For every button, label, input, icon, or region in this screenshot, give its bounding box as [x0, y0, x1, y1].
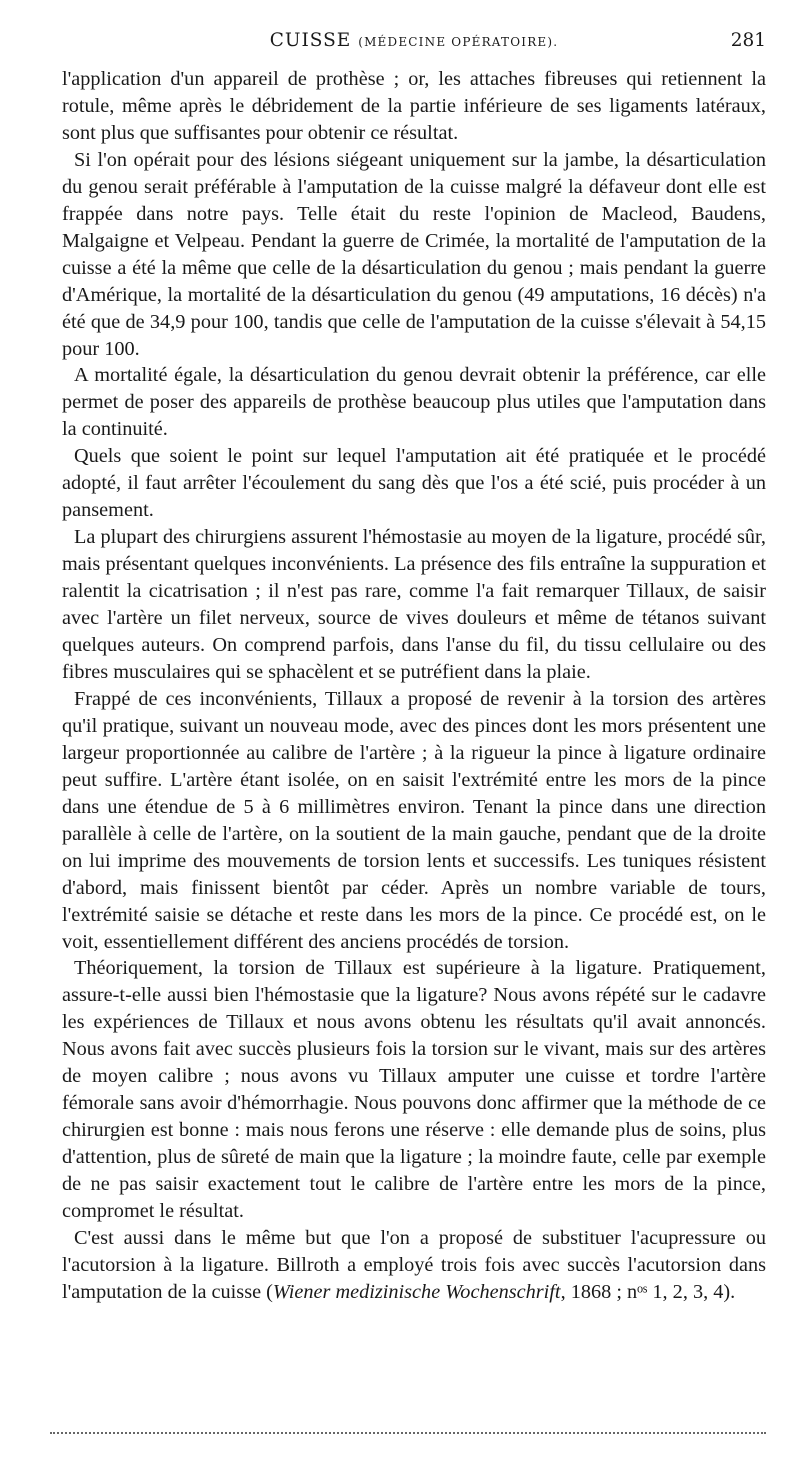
- paragraph-6: Frappé de ces inconvénients, Tillaux a proposé de revenir à la torsion des artères qu'il pratique, suivant un nouveau mode, avec des pinces dont les mors présentent une largeur proportionnée au calibre de l'artère ; à la rigueur la pince à ligature ordinaire peut suffire. L'artère étant isolée, on en saisit l'extrémité entre les mors de la pince dans une étendue de 5 à 6 millimètres environ. Tenant la pince dans une direction parallèle à celle de l'artère, on la soutient de la main gauche, pendant que de la droite on lui imprime des mouvements de torsion lents et successifs. Les tuniques résistent d'abord, mais finissent bientôt par céder. Après un nombre variable de tours, l'extrémité saisie se détache et reste dans les mors de la pince. Ce procédé est, on le voit, essentiellement différent des anciens procédés de torsion.: [62, 687, 766, 953]
- paragraph-4: Quels que soient le point sur lequel l'amputation ait été pratiquée et le procédé adopté, il faut arrêter l'écoulement du sang dès que l'os a été scié, puis procéder à un pansement.: [62, 445, 766, 522]
- running-title-subtitle: (MÉDECINE OPÉRATOIRE).: [358, 35, 559, 49]
- paragraph-7: Théoriquement, la torsion de Tillaux est supérieure à la ligature. Pratiquement, assure-t-elle aussi bien l'hémostasie que la ligature? Nous avons répété sur le cadavre les expériences de Tillaux et nous avons obtenu les résultats qu'il avait annoncés. Nous avons fait avec succès plusieurs fois la torsion sur le vivant, mais sur des artères de moyen calibre ; nous avons vu Tillaux amputer une cuisse et tordre l'artère fémorale sans avoir d'hémorrhagie. Nous pouvons donc affirmer que la méthode de ce chirurgien est bonne : mais nous ferons une réserve : elle demande plus de soins, plus d'attention, plus de sûreté de main que la ligature ; la moindre faute, celle par exemple de ne pas saisir exactement tout le calibre de l'artère entre les mors de la pince, compromet le résultat.: [62, 957, 766, 1223]
- paragraph-2: Si l'on opérait pour des lésions siégeant uniquement sur la jambe, la désarticulation du genou serait préférable à l'amputation de la cuisse malgré la défaveur dont elle est frappée dans notre pays. Telle était du reste l'opinion de Macleod, Baudens, Malgaigne et Velpeau. Pendant la guerre de Crimée, la mortalité de l'amputation de la cuisse a été la même que celle de la désarticulation du genou ; mais pendant la guerre d'Amérique, la mortalité de la désarticulation du genou (49 amputations, 16 décès) n'a été que de 34,9 pour 100, tandis que celle de l'amputation de la cuisse s'élevait à 54,15 pour 100.: [62, 148, 766, 360]
- running-header: [62, 30, 766, 60]
- body-text: [62, 66, 766, 1306]
- page-number: 281: [730, 30, 766, 51]
- paragraph-1: l'application d'un appareil de prothèse ; or, les attaches fibreuses qui retiennent la rotule, même après le débridement de la partie inférieure de ses ligaments latéraux, sont plus que suffisantes pour obtenir ce résultat.: [62, 68, 766, 144]
- paragraph-3: A mortalité égale, la désarticulation du genou devrait obtenir la préférence, car elle permet de poser des appareils de prothèse beaucoup plus utiles que l'amputation dans la continuité.: [62, 364, 766, 441]
- running-title: [62, 30, 766, 51]
- running-title-main: CUISSE: [269, 30, 352, 51]
- paragraph-5: La plupart des chirurgiens assurent l'hémostasie au moyen de la ligature, procédé sûr, mais présentant quelques inconvénients. La présence des fils entraîne la suppuration et ralentit la cicatrisation ; il n'est pas rare, comme l'a fait remarquer Tillaux, de saisir avec l'artère un filet nerveux, source de vives douleurs et même de tétanos suivant quelques auteurs. On comprend parfois, dans l'anse du fil, du tissu cellulaire ou des fibres musculaires qui se sphacèlent et se putréfient dans la plaie.: [62, 526, 766, 683]
- journal-title: Wiener medizinische Wochenschrift: [272, 1280, 561, 1303]
- paragraph-8: [62, 1225, 766, 1306]
- paragraph-8-text: C'est aussi dans le même but que l'on a proposé de substituer l'acupressure ou l'acutorsion à la ligature. Billroth a employé trois fois avec succès l'acutorsion dans l'amputation de la cuisse (: [62, 1226, 766, 1303]
- paragraph-8-citation: , 1868 ; nᵒˢ 1, 2, 3, 4).: [560, 1280, 736, 1303]
- bottom-dotted-rule: [50, 1432, 766, 1434]
